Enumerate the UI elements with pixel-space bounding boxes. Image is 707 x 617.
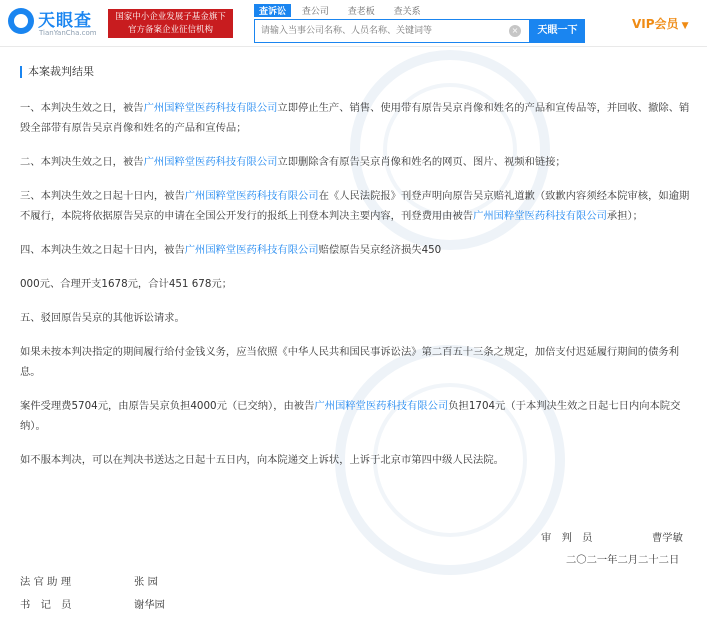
- company-link[interactable]: 广州国粹堂医药科技有限公司: [143, 156, 278, 168]
- text-segment: 二、本判决生效之日，被告: [20, 156, 144, 168]
- judgment-item-4-amounts: 000元、合理开支1678元，合计451 678元；: [20, 278, 233, 290]
- logo-name: 天眼查: [38, 11, 92, 31]
- company-link[interactable]: 广州国粹堂医药科技有限公司: [184, 190, 319, 202]
- judgment-content: [20, 62, 690, 484]
- tab-company[interactable]: 查公司: [301, 7, 329, 17]
- company-link[interactable]: 广州国粹堂医药科技有限公司: [314, 400, 449, 412]
- judgment-item-1: [20, 98, 690, 138]
- text-segment: 在《人民法院报》刊登声明向原告吴京赔礼道歉（致歉内容须经本院审核，如逾期不履行，本院将依据原告吴京的申请在全国公开发行的报纸上刊登本判决主要内容，刊登费用由被告: [20, 190, 690, 222]
- judgment-item-3: [20, 186, 690, 226]
- company-link[interactable]: 广州国粹堂医药科技有限公司: [143, 102, 278, 114]
- tab-lawsuit[interactable]: 查诉讼: [254, 4, 291, 17]
- judgment-date: 二〇二一年二月二十二日: [566, 554, 680, 566]
- search-input[interactable]: [261, 23, 501, 39]
- judgment-item-5: 五、驳回原告吴京的其他诉讼请求。: [20, 312, 185, 324]
- company-link[interactable]: 广州国粹堂医药科技有限公司: [184, 244, 319, 256]
- assistant-title: 法 官 助 理: [20, 576, 72, 588]
- search-tabs: [254, 4, 437, 17]
- search-button[interactable]: 天眼一下: [530, 19, 585, 43]
- judge-name: 曹学敏: [652, 532, 683, 544]
- caret-down-icon: ▼: [681, 21, 689, 31]
- clear-icon[interactable]: ×: [509, 25, 521, 37]
- certification-banner: [108, 9, 233, 38]
- text-segment: 案件受理费5704元，由原告吴京负担4000元（已交纳），由被告: [20, 400, 315, 412]
- text-segment: 三、本判决生效之日起十日内，被告: [20, 190, 185, 202]
- banner-line-1: 国家中小企业发展子基金旗下: [115, 12, 226, 22]
- vip-label: VIP会员: [632, 17, 679, 31]
- clerk-name: 谢华园: [134, 599, 165, 611]
- text-segment: 立即停止生产、销售、使用带有原告吴京肖像和姓名的产品和宣传品等，并回收、撤除、销毁全部带有原告吴京肖像和姓名的产品和宣传品；: [20, 102, 690, 134]
- banner-line-2: 官方备案企业征信机构: [127, 25, 213, 35]
- text-segment: 立即删除含有原告吴京肖像和姓名的网页、图片、视频和链接；: [277, 156, 566, 168]
- case-fee-paragraph: [20, 396, 690, 436]
- search-area: [254, 4, 578, 36]
- late-payment-notice: 如果未按本判决指定的期间履行给付金钱义务，应当依照《中华人民共和国民事诉讼法》第二百五十三条之规定，加倍支付迟延履行期间的债务利息。: [20, 346, 679, 378]
- tianyancha-logo[interactable]: [8, 6, 104, 40]
- text-segment: 四、本判决生效之日起十日内，被告: [20, 244, 185, 256]
- search-box: [254, 19, 530, 43]
- appeal-notice: 如不服本判决，可以在判决书送达之日起十五日内，向本院递交上诉状，上诉于北京市第四中级人民法院。: [20, 454, 504, 466]
- assistant-name: 张 园: [134, 576, 158, 588]
- clerk-title: 书 记 员: [20, 599, 72, 611]
- top-header: [0, 0, 707, 47]
- vip-member-link[interactable]: [632, 15, 688, 32]
- judgment-item-2: [20, 152, 690, 172]
- logo-domain: TianYanCha.com: [39, 29, 97, 37]
- text-segment: 赔偿原告吴京经济损失450: [318, 244, 442, 256]
- section-title: 本案裁判结果: [20, 62, 690, 82]
- text-segment: 负担1704元（于本判决生效之日起七日内向本院交纳）。: [20, 400, 681, 432]
- company-link[interactable]: 广州国粹堂医药科技有限公司: [473, 210, 607, 222]
- judge-title: 审 判 员: [541, 532, 593, 544]
- tab-boss[interactable]: 查老板: [347, 7, 375, 17]
- text-segment: 一、本判决生效之日，被告: [20, 102, 144, 114]
- eye-logo-icon: [8, 8, 34, 34]
- judgment-item-4: [20, 240, 690, 260]
- tab-relation[interactable]: 查关系: [393, 7, 421, 17]
- text-segment: 承担）；: [606, 210, 643, 222]
